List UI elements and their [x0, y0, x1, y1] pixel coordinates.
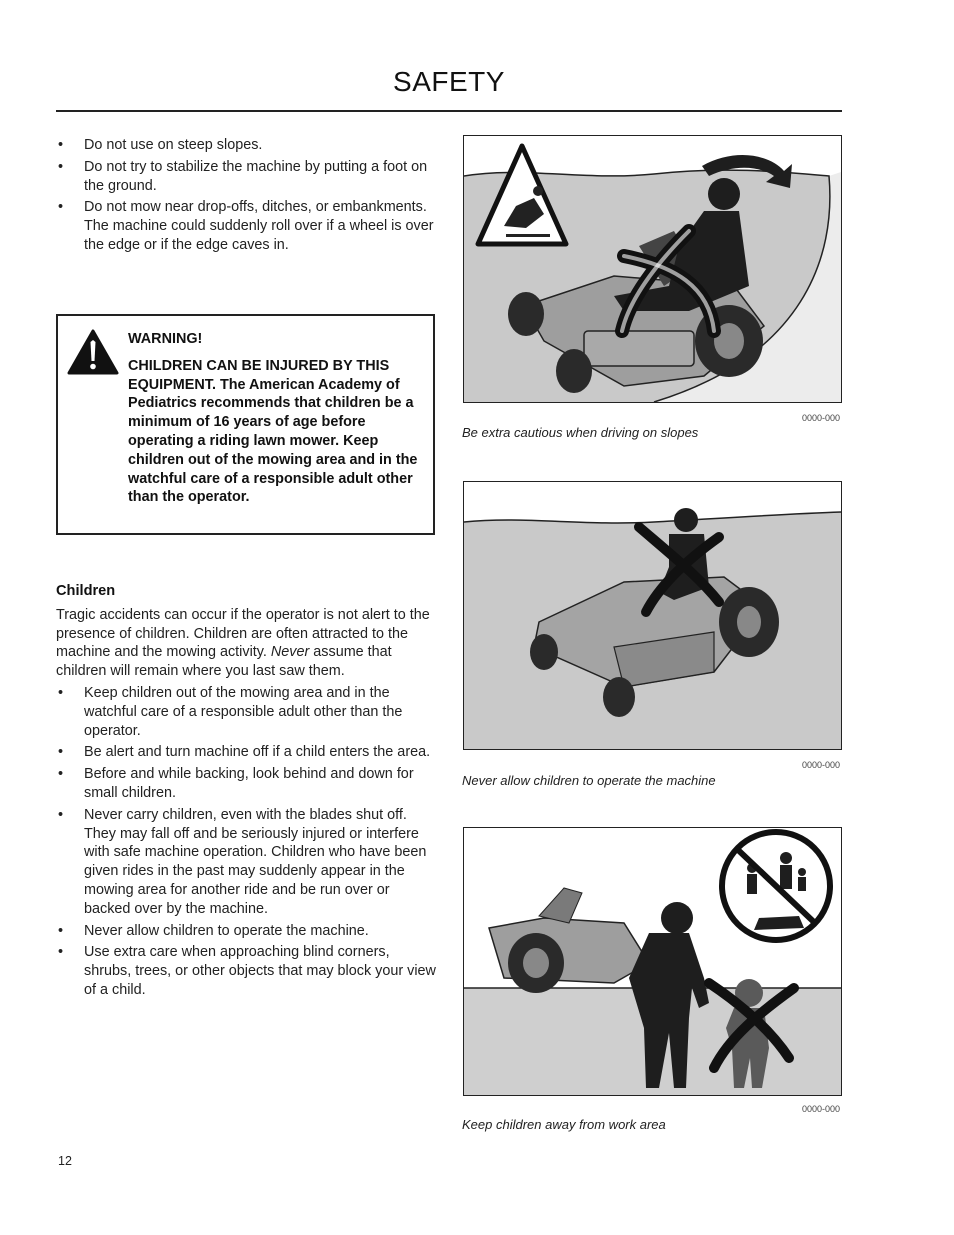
warning-triangle-icon	[66, 328, 120, 376]
list-item: • Never allow children to operate the machine.	[56, 922, 438, 941]
figure-number: 0000-000	[801, 760, 840, 770]
figure-caption: Be extra cautious when driving on slopes	[462, 425, 699, 440]
page-number: 12	[58, 1154, 72, 1168]
list-item: • Never carry children, even with the blades shut off. They may fall off and be seriously injured or interfere with safe machine operation. Children who have been given rides in the past may suddenly appear in the mowing area for another ride and be run over or backed over by the machine.	[56, 806, 438, 919]
title-rule	[56, 110, 842, 112]
figure-caption: Keep children away from work area	[462, 1117, 666, 1132]
figure-number: 0000-000	[801, 413, 840, 423]
list-item: • Before and while backing, look behind and down for small children.	[56, 765, 438, 803]
warning-heading: WARNING!	[128, 331, 203, 347]
list-item: • Do not try to stabilize the machine by putting a foot on the ground.	[56, 158, 438, 196]
warning-text: CHILDREN CAN BE INJURED BY THIS EQUIPMENT. The American Academy of Pediatrics recommends that children be a minimum of 16 years of age before operating a riding lawn mower. Keep children out of the mowing area and in the watchful care of a responsible adult other than the operator.	[128, 357, 418, 506]
slope-bullets	[56, 136, 438, 258]
figure-keep-away-illustration	[463, 827, 842, 1096]
warning-box	[56, 314, 435, 535]
section-heading: Children	[56, 583, 116, 599]
section-intro: Tragic accidents can occur if the operator is not alert to the presence of children. Children are often attracted to the machine and the mowing activity. Never assume that children will remain where you last saw them.	[56, 606, 430, 680]
list-item: • Do not use on steep slopes.	[56, 136, 438, 155]
list-item: • Be alert and turn machine off if a child enters the area.	[56, 743, 438, 762]
figure-slope-illustration	[463, 135, 842, 403]
figure-number: 0000-000	[801, 1104, 840, 1114]
children-section	[56, 582, 438, 1003]
list-item: • Keep children out of the mowing area and in the watchful care of a responsible adult other than the operator.	[56, 684, 438, 740]
figure-child-operator-illustration	[463, 481, 842, 750]
page-title: SAFETY	[393, 66, 505, 97]
emphasis-never: Never	[270, 644, 310, 661]
list-item: • Do not mow near drop-offs, ditches, or embankments. The machine could suddenly roll over if a wheel is over the edge or if the edge caves in.	[56, 198, 438, 254]
figure-caption: Never allow children to operate the machine	[462, 773, 716, 788]
list-item: • Use extra care when approaching blind corners, shrubs, trees, or other objects that may block your view of a child.	[56, 943, 438, 999]
